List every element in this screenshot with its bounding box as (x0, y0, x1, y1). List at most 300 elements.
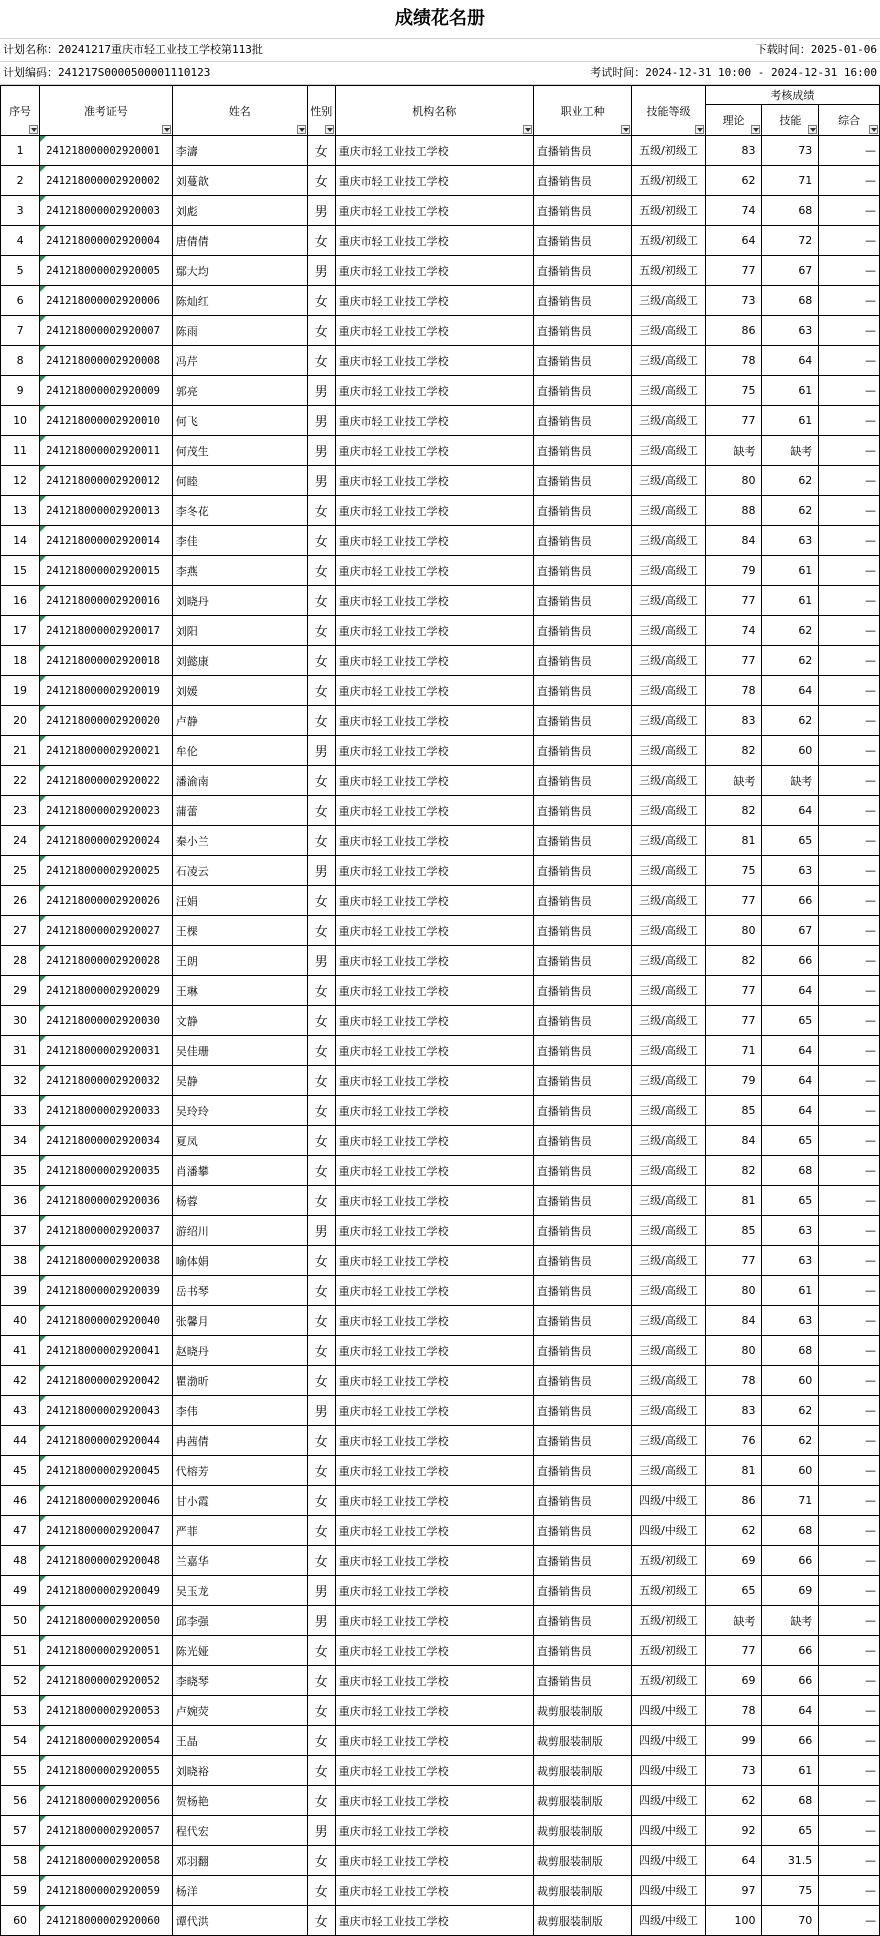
cell-job: 直播销售员 (533, 766, 632, 796)
cell-sex: 男 (307, 736, 335, 766)
cell-name: 邱李强 (172, 1606, 307, 1636)
filter-dropdown-icon[interactable] (808, 125, 817, 134)
exam-time-label: 考试时间： (590, 66, 646, 79)
cell-level: 三级/高级工 (632, 556, 705, 586)
cell-sex: 女 (307, 1126, 335, 1156)
cell-sex: 男 (307, 1606, 335, 1636)
cell-org: 重庆市轻工业技工学校 (335, 1816, 533, 1846)
cell-theory: 77 (705, 586, 762, 616)
cell-org: 重庆市轻工业技工学校 (335, 826, 533, 856)
cell-skill: 60 (762, 1366, 819, 1396)
cell-job: 直播销售员 (533, 436, 632, 466)
cell-org: 重庆市轻工业技工学校 (335, 1156, 533, 1186)
cell-skill: 64 (762, 1036, 819, 1066)
cell-exam-id: 241218000002920019 (40, 676, 173, 706)
cell-skill: 65 (762, 1186, 819, 1216)
cell-sex: 女 (307, 316, 335, 346)
cell-exam-id: 241218000002920038 (40, 1246, 173, 1276)
cell-level: 三级/高级工 (632, 1276, 705, 1306)
plan-code-row (0, 62, 880, 85)
cell-name: 陈雨 (172, 316, 307, 346)
cell-sex: 男 (307, 436, 335, 466)
cell-job: 直播销售员 (533, 1336, 632, 1366)
cell-exam-id: 241218000002920007 (40, 316, 173, 346)
cell-sex: 男 (307, 196, 335, 226)
cell-skill: 63 (762, 1216, 819, 1246)
cell-name: 杨洋 (172, 1876, 307, 1906)
cell-job: 直播销售员 (533, 1486, 632, 1516)
cell-level: 三级/高级工 (632, 316, 705, 346)
plan-name-value: 20241217重庆市轻工业技工学校第113批 (58, 43, 263, 56)
cell-job: 直播销售员 (533, 646, 632, 676)
cell-exam-id: 241218000002920033 (40, 1096, 173, 1126)
cell-org: 重庆市轻工业技工学校 (335, 736, 533, 766)
cell-theory: 99 (705, 1726, 762, 1756)
cell-name: 吴佳珊 (172, 1036, 307, 1066)
cell-overall: — (819, 556, 880, 586)
cell-job: 直播销售员 (533, 1426, 632, 1456)
cell-level: 三级/高级工 (632, 1426, 705, 1456)
cell-org: 重庆市轻工业技工学校 (335, 316, 533, 346)
cell-skill: 68 (762, 196, 819, 226)
cell-theory: 78 (705, 1366, 762, 1396)
cell-skill: 66 (762, 1726, 819, 1756)
cell-overall: — (819, 1126, 880, 1156)
cell-name: 蒲蕾 (172, 796, 307, 826)
cell-skill: 61 (762, 376, 819, 406)
table-row (1, 196, 880, 226)
cell-job: 直播销售员 (533, 826, 632, 856)
cell-job: 直播销售员 (533, 1306, 632, 1336)
cell-org: 重庆市轻工业技工学校 (335, 556, 533, 586)
cell-no: 50 (1, 1606, 40, 1636)
cell-exam-id: 241218000002920045 (40, 1456, 173, 1486)
cell-skill: 缺考 (762, 766, 819, 796)
cell-name: 赵晓丹 (172, 1336, 307, 1366)
cell-no: 52 (1, 1666, 40, 1696)
header-scores: 考核成绩 (705, 86, 879, 105)
cell-no: 12 (1, 466, 40, 496)
table-row (1, 1156, 880, 1186)
cell-org: 重庆市轻工业技工学校 (335, 1606, 533, 1636)
cell-job: 直播销售员 (533, 1516, 632, 1546)
cell-org: 重庆市轻工业技工学校 (335, 406, 533, 436)
cell-sex: 男 (307, 946, 335, 976)
header-level-label: 技能等级 (646, 104, 691, 118)
cell-level: 三级/高级工 (632, 886, 705, 916)
cell-theory: 82 (705, 1156, 762, 1186)
cell-overall: — (819, 1036, 880, 1066)
header-exam-id-label: 准考证号 (83, 104, 128, 118)
cell-org: 重庆市轻工业技工学校 (335, 1036, 533, 1066)
cell-theory: 77 (705, 886, 762, 916)
cell-no: 35 (1, 1156, 40, 1186)
cell-skill: 68 (762, 286, 819, 316)
cell-no: 27 (1, 916, 40, 946)
cell-overall: — (819, 376, 880, 406)
table-row (1, 1636, 880, 1666)
cell-job: 直播销售员 (533, 1156, 632, 1186)
cell-overall: — (819, 286, 880, 316)
cell-org: 重庆市轻工业技工学校 (335, 1126, 533, 1156)
cell-name: 冯芹 (172, 346, 307, 376)
cell-level: 三级/高级工 (632, 706, 705, 736)
cell-name: 肖潘攀 (172, 1156, 307, 1186)
cell-job: 直播销售员 (533, 406, 632, 436)
cell-theory: 62 (705, 166, 762, 196)
cell-theory: 71 (705, 1036, 762, 1066)
cell-theory: 77 (705, 256, 762, 286)
cell-skill: 62 (762, 466, 819, 496)
cell-skill: 63 (762, 856, 819, 886)
table-row (1, 1546, 880, 1576)
cell-name: 吴静 (172, 1066, 307, 1096)
cell-exam-id: 241218000002920024 (40, 826, 173, 856)
cell-theory: 缺考 (705, 1606, 762, 1636)
table-row (1, 1306, 880, 1336)
cell-no: 13 (1, 496, 40, 526)
header-name (172, 86, 307, 136)
cell-sex: 女 (307, 886, 335, 916)
cell-overall: — (819, 736, 880, 766)
table-row (1, 136, 880, 166)
cell-org: 重庆市轻工业技工学校 (335, 526, 533, 556)
cell-sex: 女 (307, 1876, 335, 1906)
cell-theory: 80 (705, 916, 762, 946)
cell-overall: — (819, 1576, 880, 1606)
cell-sex: 女 (307, 1156, 335, 1186)
cell-sex: 女 (307, 1366, 335, 1396)
cell-sex: 女 (307, 646, 335, 676)
cell-skill: 65 (762, 826, 819, 856)
cell-org: 重庆市轻工业技工学校 (335, 376, 533, 406)
cell-no: 54 (1, 1726, 40, 1756)
table-row (1, 1216, 880, 1246)
header-sex-label: 性别 (310, 104, 333, 118)
cell-exam-id: 241218000002920057 (40, 1816, 173, 1846)
cell-no: 2 (1, 166, 40, 196)
cell-name: 王朗 (172, 946, 307, 976)
cell-org: 重庆市轻工业技工学校 (335, 1186, 533, 1216)
cell-exam-id: 241218000002920056 (40, 1786, 173, 1816)
cell-sex: 女 (307, 1846, 335, 1876)
cell-skill: 71 (762, 166, 819, 196)
cell-sex: 女 (307, 1636, 335, 1666)
cell-overall: — (819, 1876, 880, 1906)
cell-overall: — (819, 166, 880, 196)
cell-job: 直播销售员 (533, 1666, 632, 1696)
cell-org: 重庆市轻工业技工学校 (335, 286, 533, 316)
cell-skill: 65 (762, 1816, 819, 1846)
cell-no: 47 (1, 1516, 40, 1546)
cell-name: 严菲 (172, 1516, 307, 1546)
download-time-value: 2025-01-06 (810, 43, 877, 56)
exam-time-field (590, 62, 877, 84)
cell-sex: 女 (307, 676, 335, 706)
cell-skill: 68 (762, 1786, 819, 1816)
cell-theory: 79 (705, 556, 762, 586)
cell-org: 重庆市轻工业技工学校 (335, 226, 533, 256)
cell-skill: 70 (762, 1906, 819, 1936)
cell-skill: 75 (762, 1876, 819, 1906)
filter-dropdown-icon[interactable] (325, 125, 334, 134)
cell-theory: 81 (705, 826, 762, 856)
cell-no: 19 (1, 676, 40, 706)
cell-no: 9 (1, 376, 40, 406)
cell-org: 重庆市轻工业技工学校 (335, 1546, 533, 1576)
cell-skill: 61 (762, 1276, 819, 1306)
header-name-label: 姓名 (228, 104, 251, 118)
filter-dropdown-icon[interactable] (751, 125, 760, 134)
cell-theory: 74 (705, 616, 762, 646)
cell-theory: 79 (705, 1066, 762, 1096)
cell-exam-id: 241218000002920022 (40, 766, 173, 796)
cell-name: 瞿渤昕 (172, 1366, 307, 1396)
cell-theory: 77 (705, 976, 762, 1006)
cell-overall: — (819, 406, 880, 436)
table-row (1, 526, 880, 556)
cell-theory: 80 (705, 1276, 762, 1306)
cell-skill: 62 (762, 646, 819, 676)
cell-exam-id: 241218000002920044 (40, 1426, 173, 1456)
cell-no: 4 (1, 226, 40, 256)
cell-sex: 男 (307, 1816, 335, 1846)
cell-name: 刘蔓歆 (172, 166, 307, 196)
cell-sex: 女 (307, 1756, 335, 1786)
cell-overall: — (819, 136, 880, 166)
cell-theory: 77 (705, 406, 762, 436)
cell-name: 刘懿康 (172, 646, 307, 676)
cell-name: 喻体娟 (172, 1246, 307, 1276)
cell-overall: — (819, 676, 880, 706)
cell-job: 直播销售员 (533, 526, 632, 556)
cell-skill: 61 (762, 406, 819, 436)
cell-level: 三级/高级工 (632, 466, 705, 496)
cell-exam-id: 241218000002920049 (40, 1576, 173, 1606)
cell-skill: 62 (762, 616, 819, 646)
header-skill-label: 技能 (779, 114, 802, 127)
cell-name: 游绍川 (172, 1216, 307, 1246)
cell-no: 58 (1, 1846, 40, 1876)
cell-no: 33 (1, 1096, 40, 1126)
cell-sex: 女 (307, 526, 335, 556)
table-row (1, 556, 880, 586)
cell-name: 李佳 (172, 526, 307, 556)
cell-no: 21 (1, 736, 40, 766)
cell-sex: 女 (307, 1186, 335, 1216)
table-row (1, 1276, 880, 1306)
cell-exam-id: 241218000002920020 (40, 706, 173, 736)
cell-exam-id: 241218000002920025 (40, 856, 173, 886)
cell-org: 重庆市轻工业技工学校 (335, 946, 533, 976)
cell-overall: — (819, 886, 880, 916)
cell-overall: — (819, 946, 880, 976)
cell-name: 刘阳 (172, 616, 307, 646)
filter-dropdown-icon[interactable] (869, 125, 878, 134)
cell-sex: 女 (307, 556, 335, 586)
cell-overall: — (819, 496, 880, 526)
cell-org: 重庆市轻工业技工学校 (335, 1066, 533, 1096)
filter-dropdown-icon[interactable] (29, 125, 38, 134)
cell-sex: 女 (307, 1546, 335, 1576)
cell-level: 三级/高级工 (632, 1306, 705, 1336)
cell-name: 李冬花 (172, 496, 307, 526)
cell-level: 四级/中级工 (632, 1816, 705, 1846)
cell-sex: 女 (307, 1726, 335, 1756)
cell-name: 秦小兰 (172, 826, 307, 856)
cell-overall: — (819, 1006, 880, 1036)
cell-no: 25 (1, 856, 40, 886)
cell-sex: 女 (307, 496, 335, 526)
cell-no: 1 (1, 136, 40, 166)
cell-name: 甘小霞 (172, 1486, 307, 1516)
cell-level: 五级/初级工 (632, 1546, 705, 1576)
plan-code-label: 计划编码： (3, 66, 58, 79)
cell-skill: 61 (762, 1756, 819, 1786)
cell-job: 直播销售员 (533, 1216, 632, 1246)
cell-overall: — (819, 1456, 880, 1486)
table-row (1, 1066, 880, 1096)
table-row (1, 946, 880, 976)
cell-level: 四级/中级工 (632, 1876, 705, 1906)
table-row (1, 1786, 880, 1816)
cell-theory: 62 (705, 1786, 762, 1816)
cell-skill: 缺考 (762, 1606, 819, 1636)
cell-org: 重庆市轻工业技工学校 (335, 1906, 533, 1936)
cell-skill: 73 (762, 136, 819, 166)
cell-overall: — (819, 1156, 880, 1186)
cell-job: 直播销售员 (533, 856, 632, 886)
cell-exam-id: 241218000002920059 (40, 1876, 173, 1906)
cell-no: 20 (1, 706, 40, 736)
cell-level: 五级/初级工 (632, 1636, 705, 1666)
cell-skill: 64 (762, 1066, 819, 1096)
cell-level: 四级/中级工 (632, 1756, 705, 1786)
plan-code-value: 241217S0000500001110123 (58, 66, 211, 79)
table-body (1, 136, 880, 1936)
cell-name: 谭代洪 (172, 1906, 307, 1936)
cell-org: 重庆市轻工业技工学校 (335, 796, 533, 826)
cell-org: 重庆市轻工业技工学校 (335, 1426, 533, 1456)
cell-theory: 64 (705, 1846, 762, 1876)
cell-exam-id: 241218000002920002 (40, 166, 173, 196)
cell-org: 重庆市轻工业技工学校 (335, 586, 533, 616)
filter-dropdown-icon[interactable] (695, 125, 704, 134)
cell-org: 重庆市轻工业技工学校 (335, 1276, 533, 1306)
cell-overall: — (819, 256, 880, 286)
cell-level: 三级/高级工 (632, 1006, 705, 1036)
filter-dropdown-icon[interactable] (621, 125, 630, 134)
cell-overall: — (819, 586, 880, 616)
cell-no: 30 (1, 1006, 40, 1036)
filter-dropdown-icon[interactable] (523, 125, 532, 134)
cell-name: 李晓琴 (172, 1666, 307, 1696)
cell-exam-id: 241218000002920017 (40, 616, 173, 646)
cell-skill: 60 (762, 1456, 819, 1486)
cell-overall: — (819, 1546, 880, 1576)
cell-sex: 女 (307, 1486, 335, 1516)
cell-no: 3 (1, 196, 40, 226)
cell-org: 重庆市轻工业技工学校 (335, 1846, 533, 1876)
cell-job: 直播销售员 (533, 676, 632, 706)
cell-no: 14 (1, 526, 40, 556)
cell-exam-id: 241218000002920026 (40, 886, 173, 916)
table-row (1, 826, 880, 856)
cell-org: 重庆市轻工业技工学校 (335, 346, 533, 376)
table-row (1, 346, 880, 376)
cell-skill: 31.5 (762, 1846, 819, 1876)
filter-dropdown-icon[interactable] (297, 125, 306, 134)
cell-job: 直播销售员 (533, 376, 632, 406)
cell-org: 重庆市轻工业技工学校 (335, 646, 533, 676)
cell-no: 46 (1, 1486, 40, 1516)
cell-sex: 女 (307, 706, 335, 736)
table-row (1, 1186, 880, 1216)
cell-theory: 75 (705, 856, 762, 886)
cell-job: 直播销售员 (533, 256, 632, 286)
table-row (1, 466, 880, 496)
cell-theory: 78 (705, 676, 762, 706)
cell-no: 43 (1, 1396, 40, 1426)
cell-job: 直播销售员 (533, 736, 632, 766)
cell-org: 重庆市轻工业技工学校 (335, 1516, 533, 1546)
cell-theory: 85 (705, 1216, 762, 1246)
cell-exam-id: 241218000002920037 (40, 1216, 173, 1246)
table-row (1, 1366, 880, 1396)
cell-level: 四级/中级工 (632, 1696, 705, 1726)
cell-sex: 男 (307, 1396, 335, 1426)
cell-org: 重庆市轻工业技工学校 (335, 196, 533, 226)
cell-name: 刘晓丹 (172, 586, 307, 616)
cell-level: 四级/中级工 (632, 1516, 705, 1546)
table-row (1, 1006, 880, 1036)
cell-org: 重庆市轻工业技工学校 (335, 1636, 533, 1666)
cell-job: 直播销售员 (533, 1006, 632, 1036)
cell-job: 直播销售员 (533, 316, 632, 346)
cell-org: 重庆市轻工业技工学校 (335, 1696, 533, 1726)
cell-no: 38 (1, 1246, 40, 1276)
cell-sex: 男 (307, 376, 335, 406)
header-no-label: 序号 (9, 104, 32, 118)
cell-no: 48 (1, 1546, 40, 1576)
cell-overall: — (819, 856, 880, 886)
cell-skill: 67 (762, 256, 819, 286)
cell-job: 直播销售员 (533, 166, 632, 196)
cell-org: 重庆市轻工业技工学校 (335, 1096, 533, 1126)
filter-dropdown-icon[interactable] (162, 125, 171, 134)
cell-skill: 68 (762, 1156, 819, 1186)
cell-exam-id: 241218000002920054 (40, 1726, 173, 1756)
cell-overall: — (819, 1246, 880, 1276)
cell-name: 陈灿红 (172, 286, 307, 316)
cell-no: 29 (1, 976, 40, 1006)
cell-theory: 69 (705, 1666, 762, 1696)
cell-skill: 62 (762, 1396, 819, 1426)
cell-exam-id: 241218000002920008 (40, 346, 173, 376)
cell-job: 直播销售员 (533, 1576, 632, 1606)
cell-name: 夏凤 (172, 1126, 307, 1156)
cell-no: 26 (1, 886, 40, 916)
table-row (1, 1606, 880, 1636)
cell-job: 裁剪服装制版 (533, 1786, 632, 1816)
cell-name: 李燕 (172, 556, 307, 586)
cell-sex: 女 (307, 226, 335, 256)
table-row (1, 886, 880, 916)
cell-overall: — (819, 616, 880, 646)
cell-level: 三级/高级工 (632, 856, 705, 886)
header-org (335, 86, 533, 136)
cell-job: 直播销售员 (533, 946, 632, 976)
